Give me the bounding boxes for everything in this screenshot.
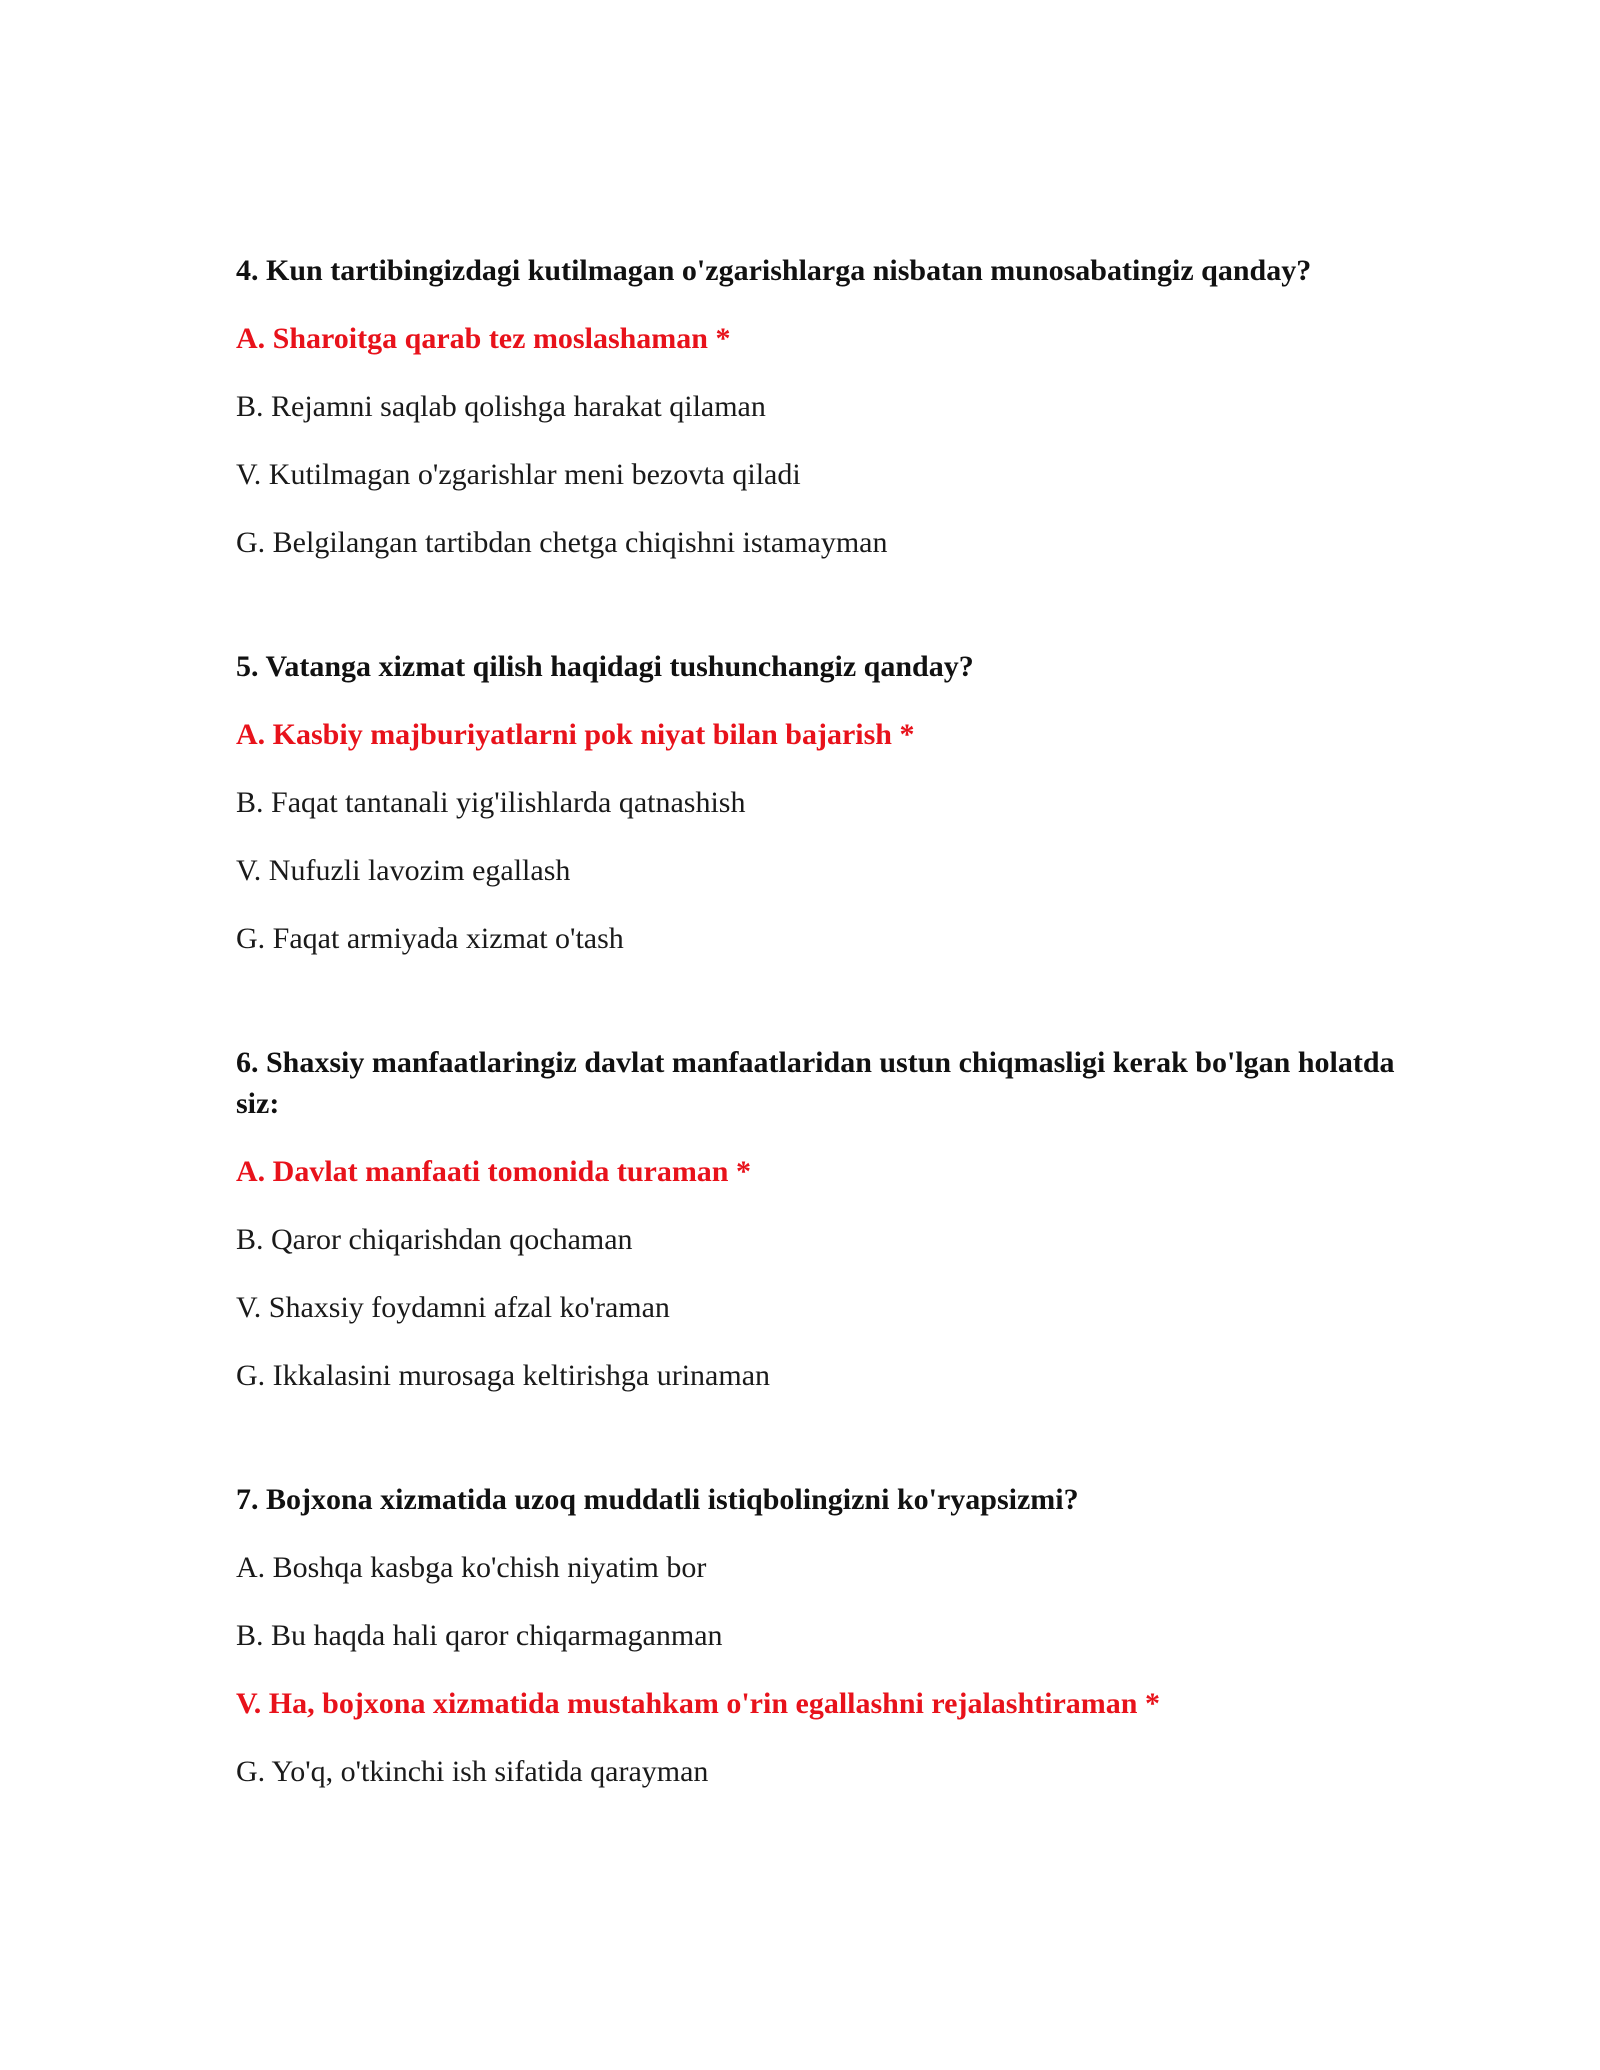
answer-option: V. Nufuzli lavozim egallash — [236, 854, 571, 887]
answer-option: B. Qaror chiqarishdan qochaman — [236, 1223, 633, 1256]
answer-option: G. Yo'q, o'tkinchi ish sifatida qarayman — [236, 1755, 709, 1788]
answer-option: G. Ikkalasini murosaga keltirishga urinaman — [236, 1359, 771, 1392]
question-block-6 — [236, 1042, 1396, 1396]
answer-option: G. Belgilangan tartibdan chetga chiqishni istamayman — [236, 526, 888, 559]
correct-answer-option: A. Sharoitga qarab tez moslashaman * — [236, 322, 731, 355]
correct-answer-option: A. Kasbiy majburiyatlarni pok niyat bilan bajarish * — [236, 718, 915, 751]
question-title: 4. Kun tartibingizdagi kutilmagan o'zgarishlarga nisbatan munosabatingiz qanday? — [236, 254, 1312, 287]
question-title: 7. Bojxona xizmatida uzoq muddatli istiqbolingizni ko'ryapsizmi? — [236, 1483, 1079, 1516]
correct-answer-option: V. Ha, bojxona xizmatida mustahkam o'rin egallashni rejalashtiraman * — [236, 1687, 1160, 1720]
answer-option: B. Bu haqda hali qaror chiqarmaganman — [236, 1619, 723, 1652]
answer-option: B. Rejamni saqlab qolishga harakat qilaman — [236, 390, 766, 423]
answer-option: G. Faqat armiyada xizmat o'tash — [236, 922, 624, 955]
document-page — [236, 250, 1396, 1875]
question-block-4 — [236, 250, 1396, 563]
question-title: 5. Vatanga xizmat qilish haqidagi tushunchangiz qanday? — [236, 650, 974, 683]
answer-option: V. Shaxsiy foydamni afzal ko'raman — [236, 1291, 670, 1324]
question-block-7 — [236, 1479, 1396, 1792]
correct-answer-option: A. Davlat manfaati tomonida turaman * — [236, 1155, 751, 1188]
answer-option: A. Boshqa kasbga ko'chish niyatim bor — [236, 1551, 707, 1584]
answer-option: V. Kutilmagan o'zgarishlar meni bezovta qiladi — [236, 458, 801, 491]
question-block-5 — [236, 646, 1396, 959]
answer-option: B. Faqat tantanali yig'ilishlarda qatnashish — [236, 786, 746, 819]
question-title: 6. Shaxsiy manfaatlaringiz davlat manfaatlaridan ustun chiqmasligi kerak bo'lgan holatda siz: — [236, 1046, 1395, 1120]
